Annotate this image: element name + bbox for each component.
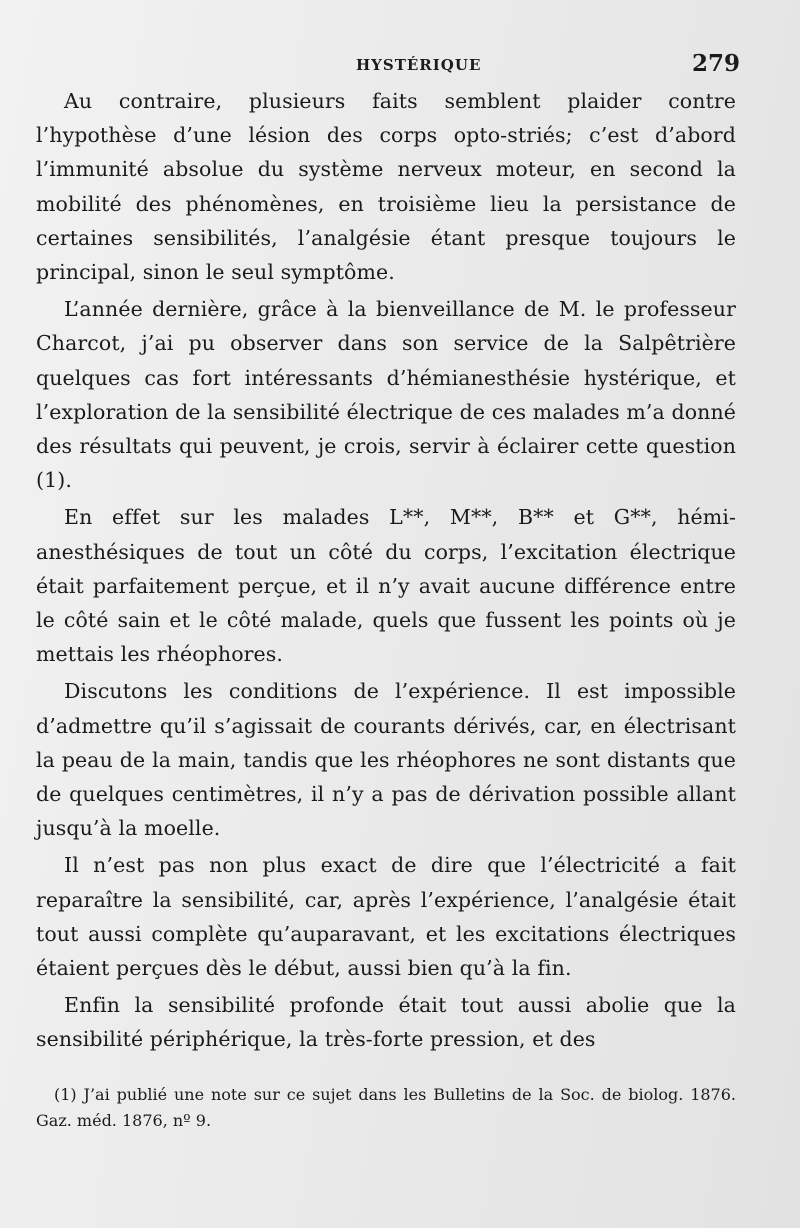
- running-head: HYSTÉRIQUE: [356, 56, 482, 74]
- paragraph-2: L’année dernière, grâce à la bienveillance de M. le professeur Charcot, j’ai pu observer dans son service de la Salpêtrière quelques cas fort intéressants d’hémianesthésie hystérique, et l’exploration de la sensibilité électrique de ces malades m’a donné des résultats qui peuvent, je crois, servir à éclairer cette question (1).: [36, 297, 736, 493]
- body-text: [36, 84, 736, 1057]
- paragraph-6: Enfin la sensibilité profonde était tout aussi abolie que la sensibilité périphérique, la très-forte pression, et des: [36, 993, 736, 1052]
- paragraph-4: Discutons les conditions de l’expérience. Il est impossible d’admettre qu’il s’agissait de courants dérivés, car, en électrisant la peau de la main, tandis que les rhéophores ne sont distants que de quelques centimètres, il n’y a pas de dérivation possible allant jusqu’à la moelle.: [36, 679, 736, 841]
- page-header: [36, 50, 740, 84]
- paragraph-1: Au contraire, plusieurs faits semblent plaider contre l’hypothèse d’une lésion des corps opto-striés; c’est d’abord l’immunité absolue du système nerveux moteur, en second la mobilité des phénomènes, en troisième lieu la persistance de certaines sensibilités, l’analgésie étant presque toujours le principal, sinon le seul symptôme.: [36, 89, 736, 285]
- paragraph-5: Il n’est pas non plus exact de dire que l’électricité a fait reparaître la sensibilité, car, après l’expérience, l’analgésie était tout aussi complète qu’auparavant, et les excitations électriques étaient perçues dès le début, aussi bien qu’à la fin.: [36, 853, 736, 981]
- page-number: 279: [691, 50, 740, 77]
- footnote: (1) J’ai publié une note sur ce sujet dans les Bulletins de la Soc. de biolog. 1876. Gaz. méd. 1876, nº 9.: [36, 1085, 736, 1130]
- paragraph-3: En effet sur les malades L**, M**, B** et G**, hémi-anesthésiques de tout un côté du corps, l’excitation électrique était parfaitement perçue, et il n’y avait aucune différence entre le côté sain et le côté malade, quels que fussent les points où je mettais les rhéophores.: [36, 505, 736, 667]
